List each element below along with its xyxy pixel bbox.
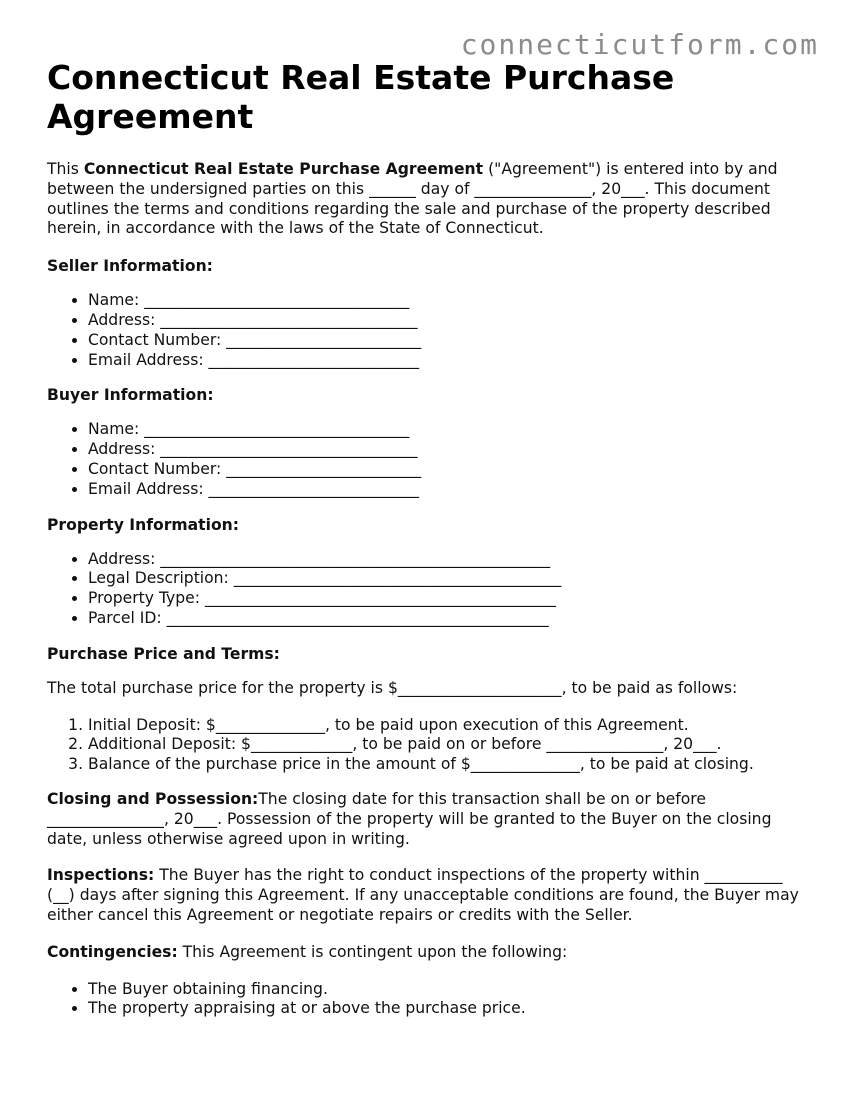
closing-label: Closing and Possession: <box>47 789 259 808</box>
list-item: • The property appraising at or above the purchase price. <box>88 999 807 1019</box>
intro-prefix: This <box>47 160 84 178</box>
seller-contact-field[interactable]: • Contact Number: _________________________ <box>88 331 807 351</box>
list-item: • The Buyer obtaining financing. <box>88 980 807 1000</box>
contingencies-text: This Agreement is contingent upon the following: <box>177 942 568 961</box>
watermark: connecticutform.com <box>460 28 819 61</box>
document-page <box>47 58 807 1034</box>
initial-deposit-item[interactable]: 1. Initial Deposit: $______________, to be paid upon execution of this Agreement. <box>88 716 807 736</box>
intro-bold: Connecticut Real Estate Purchase Agreement <box>83 160 484 178</box>
balance-item[interactable]: 3. Balance of the purchase price in the amount of $______________, to be paid at closing. <box>88 755 807 775</box>
parcel-id-field[interactable]: • Parcel ID: _________________________________________________ <box>88 609 807 629</box>
inspections-text: The Buyer has the right to conduct inspections of the property within __________ (__) days after signing this Agreement. If any unacceptable conditions are found, the Buyer may either cancel this Agreement or negotiate repairs or credits with the Seller. <box>47 866 799 924</box>
inspections-label: Inspections: <box>47 866 155 885</box>
intro-rest: ("Agreement") is entered into by and between the undersigned parties on this ______ day of _______________, 20___. This document outlines the terms and conditions regarding the sale and purchase of the property described herein, in accordance with the laws of the State of Connecticut. <box>47 160 778 238</box>
seller-address-field[interactable]: • Address: _________________________________ <box>88 311 807 331</box>
legal-description-field[interactable]: • Legal Description: __________________________________________ <box>88 569 807 589</box>
buyer-email-field[interactable]: • Email Address: ___________________________ <box>88 480 807 500</box>
property-address-field[interactable]: • Address: __________________________________________________ <box>88 550 807 570</box>
seller-list <box>47 291 807 370</box>
contingencies-list <box>47 980 807 1020</box>
seller-heading: Seller Information: <box>47 257 213 276</box>
closing-text: The closing date for this transaction shall be on or before _______________, 20___. Possession of the property will be granted to the Buyer on the closing date, unless otherwise agreed upon in writing. <box>47 789 772 848</box>
inspections-paragraph <box>47 866 807 925</box>
property-heading: Property Information: <box>47 515 240 534</box>
seller-email-field[interactable]: • Email Address: ___________________________ <box>88 351 807 371</box>
buyer-name-field[interactable]: • Name: __________________________________ <box>88 420 807 440</box>
contingencies-paragraph <box>47 943 807 963</box>
additional-deposit-item[interactable]: 2. Additional Deposit: $_____________, to be paid on or before _______________, 20___. <box>88 735 807 755</box>
buyer-list <box>47 420 807 499</box>
payment-list <box>47 716 807 775</box>
closing-paragraph <box>47 790 807 849</box>
buyer-heading: Buyer Information: <box>47 386 214 405</box>
seller-name-field[interactable]: • Name: __________________________________ <box>88 291 807 311</box>
buyer-contact-field[interactable]: • Contact Number: _________________________ <box>88 460 807 480</box>
purchase-heading: Purchase Price and Terms: <box>47 644 280 663</box>
purchase-text: The total purchase price for the property is $_____________________, to be paid as follows: <box>47 678 738 697</box>
contingencies-label: Contingencies: <box>47 942 178 961</box>
property-type-field[interactable]: • Property Type: _____________________________________________ <box>88 589 807 609</box>
property-list <box>47 550 807 629</box>
buyer-address-field[interactable]: • Address: _________________________________ <box>88 440 807 460</box>
intro-paragraph <box>47 160 807 239</box>
page-title: Connecticut Real Estate Purchase Agreement <box>47 58 675 136</box>
